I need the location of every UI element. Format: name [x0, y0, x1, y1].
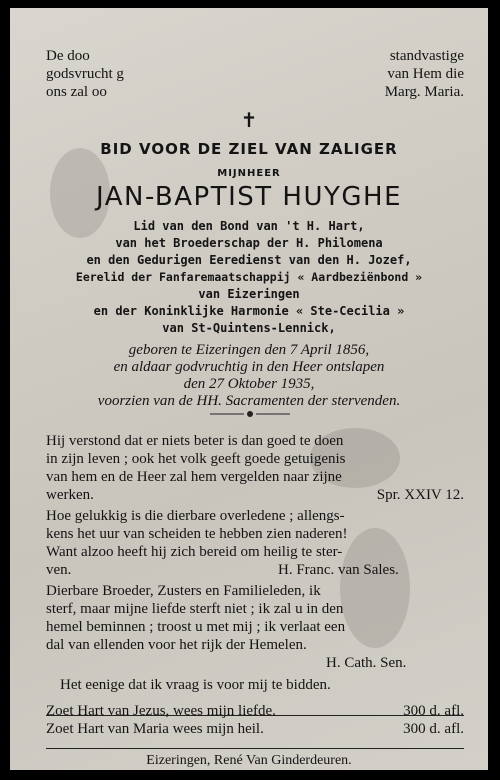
membership-line: Lid van den Bond van 't H. Hart, — [133, 219, 365, 233]
opening-text: ons zal oo — [46, 84, 107, 100]
quote-line: sterf, maar mijne liefde sterft niet ; ik zal u in den — [46, 601, 344, 617]
quote-line: Dierbare Broeder, Zusters en Familieleden, ik — [46, 583, 321, 599]
opening-text: Marg. Maria. — [384, 84, 464, 100]
opening-text: standvastige — [389, 48, 464, 64]
quote-source: H. Cath. Sen. — [326, 655, 407, 671]
bio-line: en aldaar godvruchtig in den Heer ontslapen — [113, 359, 385, 375]
quote-source: H. Franc. van Sales. — [278, 562, 399, 578]
indulgence-line — [46, 703, 464, 720]
opening-text: van Hem die — [387, 66, 464, 82]
indulgence-days: 300 d. afl. — [403, 721, 464, 737]
title-mijnheer: MIJNHEER — [217, 168, 281, 179]
quote-line — [46, 562, 464, 579]
quote-line: van hem en de Heer zal hem vergelden naar zijne — [46, 469, 342, 485]
quote-text: ven. — [46, 562, 72, 578]
quote-line: dal van ellenden voor het rijk der Hemelen. — [46, 637, 307, 653]
indulgence-text: Zoet Hart van Jezus, wees mijn liefde. — [46, 703, 276, 719]
deceased-name: JAN-BAPTIST HUYGHE — [96, 182, 402, 212]
indulgence-days: 300 d. afl. — [403, 703, 464, 719]
membership-line: van St-Quintens-Lennick, — [162, 321, 336, 335]
quote-source: Spr. XXIV 12. — [376, 487, 464, 503]
ornament-divider — [210, 410, 290, 418]
indulgence-line — [46, 721, 464, 738]
divider — [46, 715, 464, 716]
divider — [46, 748, 464, 749]
quote-text: werken. — [46, 487, 94, 503]
cross-icon: ✝ — [240, 110, 258, 132]
membership-line: Eerelid der Fanfaremaatschappij « Aardbeziënbond » — [75, 270, 423, 284]
opening-text: godsvrucht g — [46, 66, 124, 82]
membership-line: van Eizeringen — [198, 287, 300, 301]
opening-line — [46, 84, 464, 101]
opening-line — [46, 66, 464, 83]
indulgence-text: Zoet Hart van Maria wees mijn heil. — [46, 721, 264, 737]
membership-line: van het Broederschap der H. Philomena — [115, 236, 383, 250]
opening-line — [46, 48, 464, 65]
prayer-request: Het eenige dat ik vraag is voor mij te bidden. — [60, 677, 331, 693]
bio-line: voorzien van de HH. Sacramenten der stervenden. — [97, 393, 401, 409]
prayer-heading: BID VOOR DE ZIEL VAN ZALIGER — [100, 140, 398, 158]
printer-imprint: Eizeringen, René Van Ginderdeuren. — [146, 753, 352, 768]
quote-line: kens het uur van scheiden te hebben zien naderen! — [46, 526, 348, 542]
membership-line: en den Gedurigen Eeredienst van den H. Jozef, — [86, 253, 412, 267]
quote-line: Hoe gelukkig is die dierbare overledene ; allengs- — [46, 508, 345, 524]
membership-line: en der Koninklijke Harmonie « Ste-Cecilia » — [93, 304, 405, 318]
memorial-card — [10, 8, 488, 770]
quote-line: hemel beminnen ; troost u met mij ; ik verlaat een — [46, 619, 346, 635]
quote-line: Hij verstond dat er niets beter is dan goed te doen — [46, 433, 344, 449]
quote-line: in zijn leven ; ook het volk geeft goede getuigenis — [46, 451, 346, 467]
quote-line: Want alzoo heeft hij zich bereid om heilig te ster- — [46, 544, 343, 560]
opening-text: De doo — [46, 48, 90, 64]
bio-line: geboren te Eizeringen den 7 April 1856, — [128, 342, 370, 358]
quote-line — [46, 487, 464, 504]
bio-line: den 27 Oktober 1935, — [183, 376, 315, 392]
